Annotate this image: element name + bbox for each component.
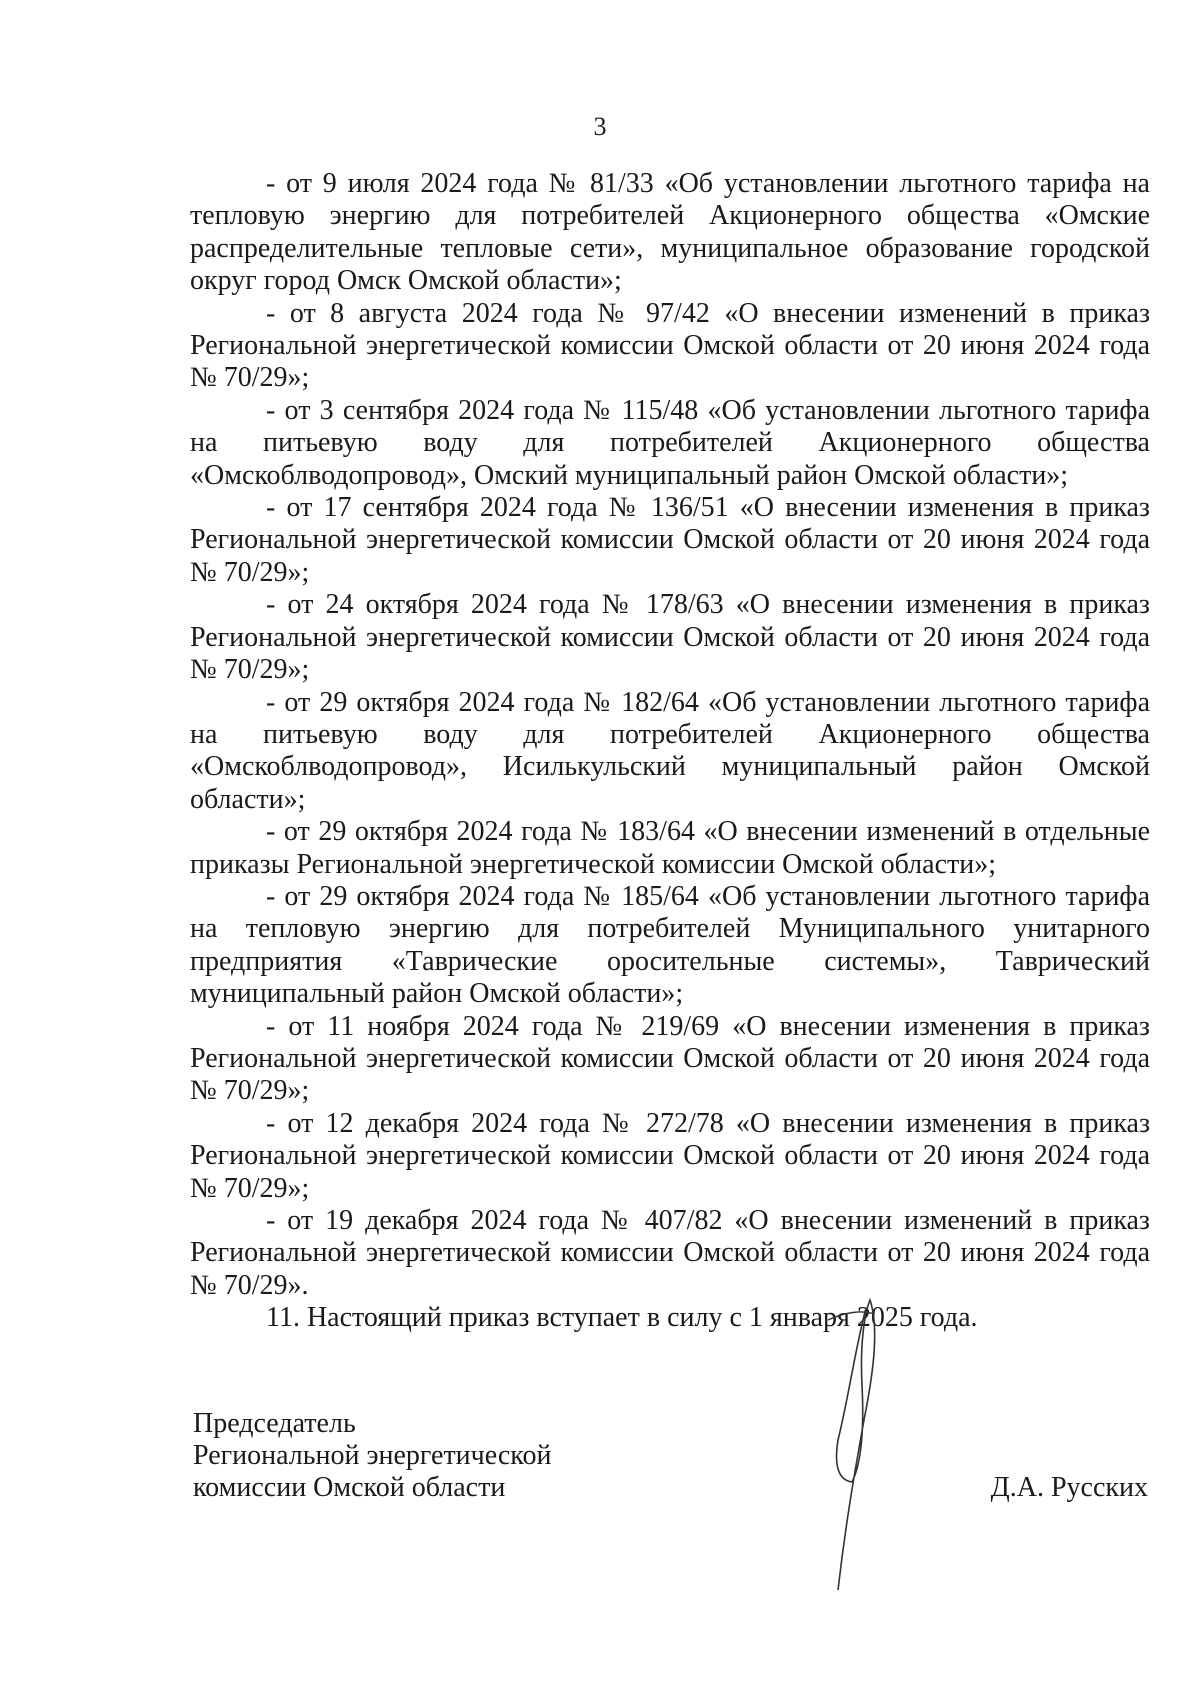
document-body [190, 168, 1150, 1335]
handwritten-signature [790, 1290, 930, 1610]
list-item: - от 9 июля 2024 года № 81/33 «Об установлении льготного тарифа на тепловую энергию для потребителей Акционерного общества «Омские распределительные тепловые сети», муниципальное образование городской округ город Омск Омской области»; [190, 168, 1150, 297]
list-item: - от 29 октября 2024 года № 183/64 «О внесении изменений в отдельные приказы Региональной энергетической комиссии Омской области»; [190, 816, 1150, 880]
list-item: - от 17 сентября 2024 года № 136/51 «О внесении изменения в приказ Региональной энергетической комиссии Омской области от 20 июня 2024 года № 70/29»; [190, 492, 1150, 588]
clause-11: 11. Настоящий приказ вступает в силу с 1 января 2025 года. [266, 1302, 978, 1334]
list-item: - от 29 октября 2024 года № 182/64 «Об установлении льготного тарифа на питьевую воду для потребителей Акционерного общества «Омскоблводопровод», Исилькульский муниципальный район Омской области»; [190, 686, 1150, 815]
signatory-title-line: Председатель [193, 1408, 356, 1439]
page-number: 3 [593, 112, 607, 141]
signatory-title [193, 1408, 551, 1504]
signatory-title-line: комиссии Омской области [193, 1472, 506, 1503]
signatory-title-line: Региональной энергетической [193, 1440, 552, 1471]
list-item: - от 19 декабря 2024 года № 407/82 «О внесении изменений в приказ Региональной энергетической комиссии Омской области от 20 июня 2024 года № 70/29». [190, 1205, 1150, 1301]
list-item: - от 29 октября 2024 года № 185/64 «Об установлении льготного тарифа на тепловую энергию для потребителей Муниципального унитарного предприятия «Таврические оросительные системы», Таврический муниципальный район Омской области»; [190, 880, 1150, 1010]
list-item: - от 8 августа 2024 года № 97/42 «О внесении изменений в приказ Региональной энергетической комиссии Омской области от 20 июня 2024 года № 70/29»; [190, 297, 1150, 394]
list-item: - от 24 октября 2024 года № 178/63 «О внесении изменения в приказ Региональной энергетической комиссии Омской области от 20 июня 2024 года № 70/29»; [190, 589, 1150, 686]
signatory-name: Д.А. Русских [990, 1472, 1148, 1503]
list-item: - от 3 сентября 2024 года № 115/48 «Об установлении льготного тарифа на питьевую воду для потребителей Акционерного общества «Омскоблводопровод», Омский муниципальный район Омской области»; [190, 394, 1150, 491]
list-item: - от 12 декабря 2024 года № 272/78 «О внесении изменения в приказ Региональной энергетической комиссии Омской области от 20 июня 2024 года № 70/29»; [190, 1107, 1150, 1204]
list-item: - от 11 ноября 2024 года № 219/69 «О внесении изменения в приказ Региональной энергетической комиссии Омской области от 20 июня 2024 года № 70/29»; [190, 1010, 1150, 1107]
